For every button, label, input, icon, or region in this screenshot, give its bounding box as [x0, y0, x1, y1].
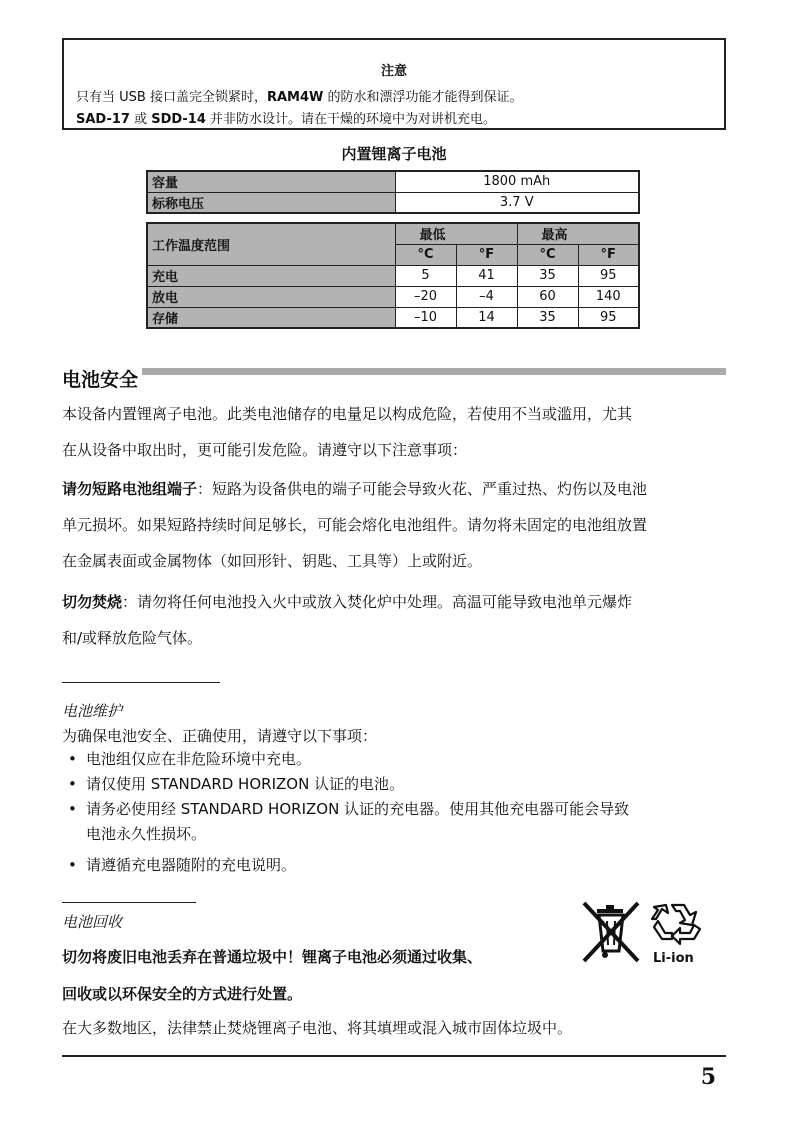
recycling-law: 在大多数地区，法律禁止焚烧锂离子电池、将其填埋或混入城市固体垃圾中。: [62, 1019, 573, 1037]
max-label: 最高: [517, 223, 639, 244]
footer-rule: [62, 1055, 726, 1057]
notice-title: 注意: [380, 64, 407, 79]
recycle-icon: [650, 899, 706, 949]
min-label: 最低: [395, 223, 517, 244]
list-item: [62, 772, 726, 797]
fire-label: 切勿焚烧: [62, 593, 123, 611]
notice-model: SAD-17: [76, 112, 130, 127]
notice-line-1: [76, 87, 712, 109]
text-line: 在从设备中取出时，更可能引发危险。请遵守以下注意事项：: [62, 441, 468, 459]
recycling-warning-2: 回收或以环保安全的方式进行处置。: [62, 985, 303, 1003]
battery-spec-table: [146, 170, 640, 214]
list-item: [62, 747, 726, 772]
short-circuit-paragraph: [62, 471, 726, 579]
cell: –4: [456, 286, 517, 307]
divider: [62, 682, 220, 683]
notice-box: [62, 38, 726, 130]
notice-model: RAM4W: [266, 90, 324, 105]
text-line: [62, 471, 726, 507]
notice-text: 只有当 USB 接口盖完全锁紧时，: [76, 90, 267, 105]
cell: 5: [395, 265, 456, 286]
capacity-value: 1800 mAh: [395, 171, 639, 192]
range-label: 工作温度范围: [147, 223, 395, 265]
bullet: •: [68, 750, 77, 768]
table-row: [147, 265, 639, 286]
unit-f: °F: [578, 244, 639, 265]
table-row: [147, 286, 639, 307]
unit-c: °C: [517, 244, 578, 265]
page-number: 5: [700, 1064, 716, 1090]
maintenance-title: 电池维护: [62, 702, 123, 720]
cell: 140: [578, 286, 639, 307]
temperature-table: [146, 222, 640, 329]
bullet: •: [68, 775, 77, 793]
notice-model: SDD-14: [151, 112, 206, 127]
row-label: 放电: [147, 286, 395, 307]
crossed-bin-icon: [578, 899, 644, 965]
cell: 95: [578, 265, 639, 286]
table-row: [147, 192, 639, 213]
section-heading: 电池安全: [62, 365, 142, 392]
row-label: 充电: [147, 265, 395, 286]
item-text: 电池永久性损坏。: [86, 825, 207, 843]
text: ：请勿将任何电池投入火中或放入焚化炉中处理。高温可能导致电池单元爆炸: [122, 593, 633, 611]
item-text: 电池组仅应在非危险环境中充电。: [86, 750, 312, 768]
item-text: 请仅使用 STANDARD HORIZON 认证的电池。: [86, 775, 405, 793]
table-row: [147, 223, 639, 244]
cell: 95: [578, 307, 639, 328]
voltage-label: 标称电压: [147, 192, 395, 213]
unit-f: °F: [456, 244, 517, 265]
list-item: [62, 853, 726, 878]
notice-text: 或: [129, 112, 152, 127]
bullet: •: [68, 856, 77, 874]
maintenance-intro: 为确保电池安全、正确使用，请遵守以下事项：: [62, 727, 378, 745]
safety-intro: [62, 396, 726, 468]
table-row: [147, 171, 639, 192]
cell: 60: [517, 286, 578, 307]
cell: –20: [395, 286, 456, 307]
maintenance-list: [62, 747, 726, 878]
text: ：短路为设备供电的端子可能会导致火花、严重过热、灼伤以及电池: [197, 480, 648, 498]
notice-line-2: [76, 109, 712, 131]
cell: –10: [395, 307, 456, 328]
text-line: 在金属表面或金属物体（如回形针、钥匙、工具等）上或附近。: [62, 552, 483, 570]
list-item: [62, 797, 726, 847]
cell: 35: [517, 265, 578, 286]
recycling-warning-1: 切勿将废旧电池丢弃在普通垃圾中！锂离子电池必须通过收集、: [62, 948, 483, 966]
notice-text: 并非防水设计。请在干燥的环境中为对讲机充电。: [205, 112, 497, 127]
notice-text: 的防水和漂浮功能才能得到保证。: [323, 90, 523, 105]
row-label: 存储: [147, 307, 395, 328]
capacity-label: 容量: [147, 171, 395, 192]
item-text: 请遵循充电器随附的充电说明。: [86, 856, 297, 874]
item-text: 请务必使用经 STANDARD HORIZON 认证的充电器。使用其他充电器可能会导致: [86, 800, 630, 818]
bullet: •: [68, 800, 77, 818]
unit-c: °C: [395, 244, 456, 265]
cell: 41: [456, 265, 517, 286]
cell: 14: [456, 307, 517, 328]
battery-table-title: 内置锂离子电池: [341, 145, 447, 163]
table-row: [147, 307, 639, 328]
text-line: 单元损坏。如果短路持续时间足够长，可能会熔化电池组件。请勿将未固定的电池组放置: [62, 516, 648, 534]
text-line: [62, 584, 726, 620]
recycling-title: 电池回收: [62, 913, 123, 931]
section-bar: [62, 368, 726, 375]
divider: [62, 902, 196, 903]
text-line: 和/或释放危险气体。: [62, 629, 203, 647]
fire-paragraph: [62, 584, 726, 656]
text-line: 本设备内置锂离子电池。此类电池储存的电量足以构成危险，若使用不当或滥用，尤其: [62, 405, 633, 423]
cell: 35: [517, 307, 578, 328]
voltage-value: 3.7 V: [395, 192, 639, 213]
li-ion-label: Li-ion: [653, 951, 694, 966]
short-label: 请勿短路电池组端子: [62, 480, 198, 498]
